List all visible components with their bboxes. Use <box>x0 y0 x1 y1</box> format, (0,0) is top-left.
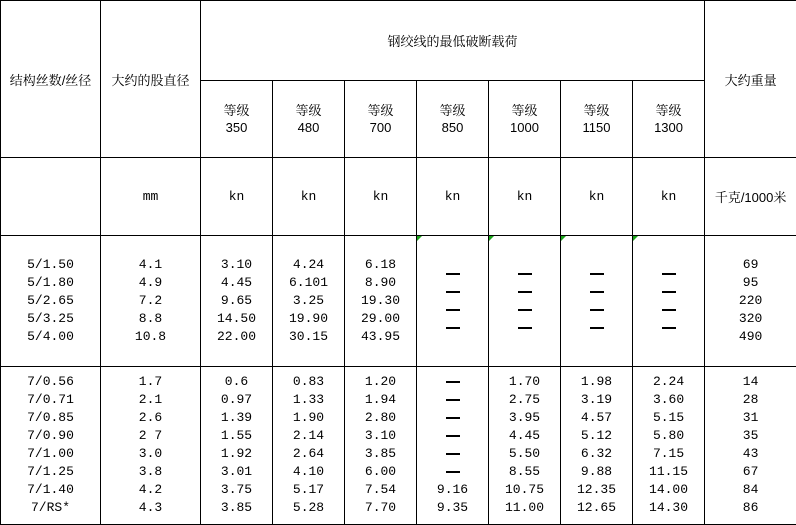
g1-load-350-cell <box>201 236 273 366</box>
g2-load-1000-cell <box>489 366 561 524</box>
load-value: 19.30 <box>360 293 400 309</box>
dash-bar <box>446 273 460 275</box>
grade-700-header: 等级 700 <box>345 81 417 158</box>
load-value: 14.30 <box>649 500 689 516</box>
load-value: 8.55 <box>508 464 541 480</box>
cell-marker <box>561 236 566 241</box>
weight-value: 69 <box>742 257 759 273</box>
dash-bar <box>446 327 460 329</box>
structure-value: 7/1.40 <box>27 482 74 498</box>
load-value: 2.75 <box>508 392 541 408</box>
g2-load-700-cell <box>345 366 417 524</box>
structure-value: 5/1.50 <box>27 257 74 273</box>
dash-placeholder <box>449 445 457 463</box>
load-value: 5.15 <box>652 410 685 426</box>
structure-value: 5/3.25 <box>27 311 74 327</box>
load-value: 2.64 <box>292 446 325 462</box>
weight-value: 84 <box>742 482 759 498</box>
load-value: 11.15 <box>649 464 689 480</box>
diameter-value: 8.8 <box>138 311 163 327</box>
dash-placeholder <box>521 319 529 337</box>
diameter-value: 3.0 <box>138 446 163 462</box>
load-value: 4.45 <box>220 275 253 291</box>
dash-bar <box>662 273 676 275</box>
load-value: 1.20 <box>364 374 397 390</box>
load-value: 3.10 <box>220 257 253 273</box>
load-value: 12.65 <box>576 500 616 516</box>
dash-bar <box>590 309 604 311</box>
load-value: 7.15 <box>652 446 685 462</box>
weight-value: 320 <box>738 311 763 327</box>
unit-load-1150: kn <box>561 158 633 236</box>
load-value: 4.24 <box>292 257 325 273</box>
dash-bar <box>446 417 460 419</box>
dash-placeholder <box>665 265 673 283</box>
load-value: 43.95 <box>360 329 400 345</box>
g1-load-700-cell <box>345 236 417 366</box>
load-value: 2.24 <box>652 374 685 390</box>
unit-load-700: kn <box>345 158 417 236</box>
diameter-value: 1.7 <box>138 374 163 390</box>
header-min-breaking-load: 钢绞线的最低破断载荷 <box>201 1 705 81</box>
dash-placeholder <box>521 301 529 319</box>
dash-placeholder <box>449 391 457 409</box>
dash-placeholder <box>449 319 457 337</box>
dash-bar <box>446 471 460 473</box>
g1-load-1300-cell <box>633 236 705 366</box>
load-value: 6.101 <box>288 275 328 291</box>
load-value: 3.10 <box>364 428 397 444</box>
load-value: 22.00 <box>216 329 256 345</box>
weight-value: 28 <box>742 392 759 408</box>
diameter-value: 4.9 <box>138 275 163 291</box>
g2-structure-cell <box>1 366 101 524</box>
load-value: 3.60 <box>652 392 685 408</box>
unit-structure <box>1 158 101 236</box>
dash-bar <box>446 399 460 401</box>
dash-placeholder <box>449 463 457 481</box>
load-value: 4.10 <box>292 464 325 480</box>
dash-placeholder <box>665 301 673 319</box>
g1-weight-cell <box>705 236 796 366</box>
dash-bar <box>662 291 676 293</box>
g2-diameter-cell <box>101 366 201 524</box>
load-value: 10.75 <box>504 482 544 498</box>
dash-placeholder <box>449 427 457 445</box>
structure-value: 5/1.80 <box>27 275 74 291</box>
grade-1150-header: 等级 1150 <box>561 81 633 158</box>
g2-load-850-cell <box>417 366 489 524</box>
load-value: 6.18 <box>364 257 397 273</box>
dash-bar <box>446 435 460 437</box>
load-value: 9.88 <box>580 464 613 480</box>
dash-placeholder <box>521 265 529 283</box>
diameter-value: 10.8 <box>134 329 167 345</box>
load-value: 0.6 <box>224 374 249 390</box>
load-value: 1.55 <box>220 428 253 444</box>
diameter-value: 4.2 <box>138 482 163 498</box>
diameter-value: 2 7 <box>138 428 163 444</box>
dash-placeholder <box>593 319 601 337</box>
load-value: 1.94 <box>364 392 397 408</box>
load-value: 0.97 <box>220 392 253 408</box>
g2-load-1150-cell <box>561 366 633 524</box>
load-value: 3.19 <box>580 392 613 408</box>
header-weight: 大约重量 <box>705 1 796 158</box>
unit-load-350: kn <box>201 158 273 236</box>
unit-load-1000: kn <box>489 158 561 236</box>
structure-value: 7/0.71 <box>27 392 74 408</box>
load-value: 3.25 <box>292 293 325 309</box>
dash-bar <box>662 309 676 311</box>
g2-load-350-cell <box>201 366 273 524</box>
load-value: 5.28 <box>292 500 325 516</box>
load-value: 5.17 <box>292 482 325 498</box>
dash-bar <box>590 273 604 275</box>
load-value: 1.90 <box>292 410 325 426</box>
structure-value: 7/RS* <box>30 500 70 516</box>
load-value: 5.80 <box>652 428 685 444</box>
load-value: 6.00 <box>364 464 397 480</box>
dash-placeholder <box>521 283 529 301</box>
group-7-wire <box>1 366 796 524</box>
load-value: 9.65 <box>220 293 253 309</box>
unit-load-480: kn <box>273 158 345 236</box>
dash-placeholder <box>449 265 457 283</box>
structure-value: 5/2.65 <box>27 293 74 309</box>
load-value: 3.85 <box>220 500 253 516</box>
load-value: 4.45 <box>508 428 541 444</box>
header-diameter: 大约的股直径 <box>101 1 201 158</box>
weight-value: 490 <box>738 329 763 345</box>
weight-value: 95 <box>742 275 759 291</box>
dash-placeholder <box>449 301 457 319</box>
load-value: 4.57 <box>580 410 613 426</box>
structure-value: 7/0.85 <box>27 410 74 426</box>
unit-diameter: mm <box>101 158 201 236</box>
header-structure: 结构丝数/丝径 <box>1 1 101 158</box>
structure-value: 5/4.00 <box>27 329 74 345</box>
weight-value: 14 <box>742 374 759 390</box>
grade-1000-header: 等级 1000 <box>489 81 561 158</box>
weight-value: 43 <box>742 446 759 462</box>
dash-bar <box>518 273 532 275</box>
dash-bar <box>590 291 604 293</box>
grade-850-header: 等级 850 <box>417 81 489 158</box>
load-value: 3.95 <box>508 410 541 426</box>
structure-value: 7/1.00 <box>27 446 74 462</box>
load-value: 5.12 <box>580 428 613 444</box>
unit-load-1300: kn <box>633 158 705 236</box>
load-value: 5.50 <box>508 446 541 462</box>
grade-480-header: 等级 480 <box>273 81 345 158</box>
weight-value: 220 <box>738 293 763 309</box>
diameter-value: 3.8 <box>138 464 163 480</box>
unit-load-850: kn <box>417 158 489 236</box>
dash-placeholder <box>449 373 457 391</box>
load-value: 8.90 <box>364 275 397 291</box>
load-value: 3.01 <box>220 464 253 480</box>
diameter-value: 4.1 <box>138 257 163 273</box>
diameter-value: 2.1 <box>138 392 163 408</box>
load-value: 14.00 <box>649 482 689 498</box>
group-5-wire <box>1 236 796 366</box>
g1-load-480-cell <box>273 236 345 366</box>
dash-bar <box>590 327 604 329</box>
structure-value: 7/0.56 <box>27 374 74 390</box>
g1-load-850-cell <box>417 236 489 366</box>
dash-bar <box>518 327 532 329</box>
load-value: 3.75 <box>220 482 253 498</box>
load-value: 2.80 <box>364 410 397 426</box>
load-value: 0.83 <box>292 374 325 390</box>
g1-load-1150-cell <box>561 236 633 366</box>
weight-value: 67 <box>742 464 759 480</box>
load-value: 2.14 <box>292 428 325 444</box>
dash-placeholder <box>665 283 673 301</box>
load-value: 7.70 <box>364 500 397 516</box>
load-value: 1.98 <box>580 374 613 390</box>
g2-weight-cell <box>705 366 796 524</box>
dash-bar <box>446 309 460 311</box>
diameter-value: 4.3 <box>138 500 163 516</box>
diameter-value: 7.2 <box>138 293 163 309</box>
dash-bar <box>446 381 460 383</box>
g1-load-1000-cell <box>489 236 561 366</box>
g2-load-1300-cell <box>633 366 705 524</box>
dash-placeholder <box>593 283 601 301</box>
dash-bar <box>518 291 532 293</box>
structure-value: 7/1.25 <box>27 464 74 480</box>
dash-bar <box>518 309 532 311</box>
dash-placeholder <box>665 319 673 337</box>
unit-weight: 千克/1000米 <box>705 158 796 236</box>
g1-diameter-cell <box>101 236 201 366</box>
grade-350-header: 等级 350 <box>201 81 273 158</box>
cell-marker <box>489 236 494 241</box>
load-value: 3.85 <box>364 446 397 462</box>
load-value: 30.15 <box>288 329 328 345</box>
load-value: 6.32 <box>580 446 613 462</box>
structure-value: 7/0.90 <box>27 428 74 444</box>
dash-placeholder <box>449 409 457 427</box>
load-value: 1.92 <box>220 446 253 462</box>
load-value: 9.16 <box>436 482 469 498</box>
cell-marker <box>417 236 422 241</box>
load-value: 1.70 <box>508 374 541 390</box>
weight-value: 35 <box>742 428 759 444</box>
dash-placeholder <box>593 301 601 319</box>
weight-value: 31 <box>742 410 759 426</box>
diameter-value: 2.6 <box>138 410 163 426</box>
load-value: 1.33 <box>292 392 325 408</box>
load-value: 19.90 <box>288 311 328 327</box>
dash-bar <box>446 453 460 455</box>
weight-value: 86 <box>742 500 759 516</box>
grade-1300-header: 等级 1300 <box>633 81 705 158</box>
dash-placeholder <box>449 283 457 301</box>
dash-placeholder <box>593 265 601 283</box>
g1-structure-cell <box>1 236 101 366</box>
dash-bar <box>662 327 676 329</box>
dash-bar <box>446 291 460 293</box>
cell-marker <box>633 236 638 241</box>
load-value: 14.50 <box>216 311 256 327</box>
load-value: 12.35 <box>576 482 616 498</box>
load-value: 11.00 <box>504 500 544 516</box>
load-value: 29.00 <box>360 311 400 327</box>
load-value: 9.35 <box>436 500 469 516</box>
load-value: 7.54 <box>364 482 397 498</box>
g2-load-480-cell <box>273 366 345 524</box>
load-value: 1.39 <box>220 410 253 426</box>
